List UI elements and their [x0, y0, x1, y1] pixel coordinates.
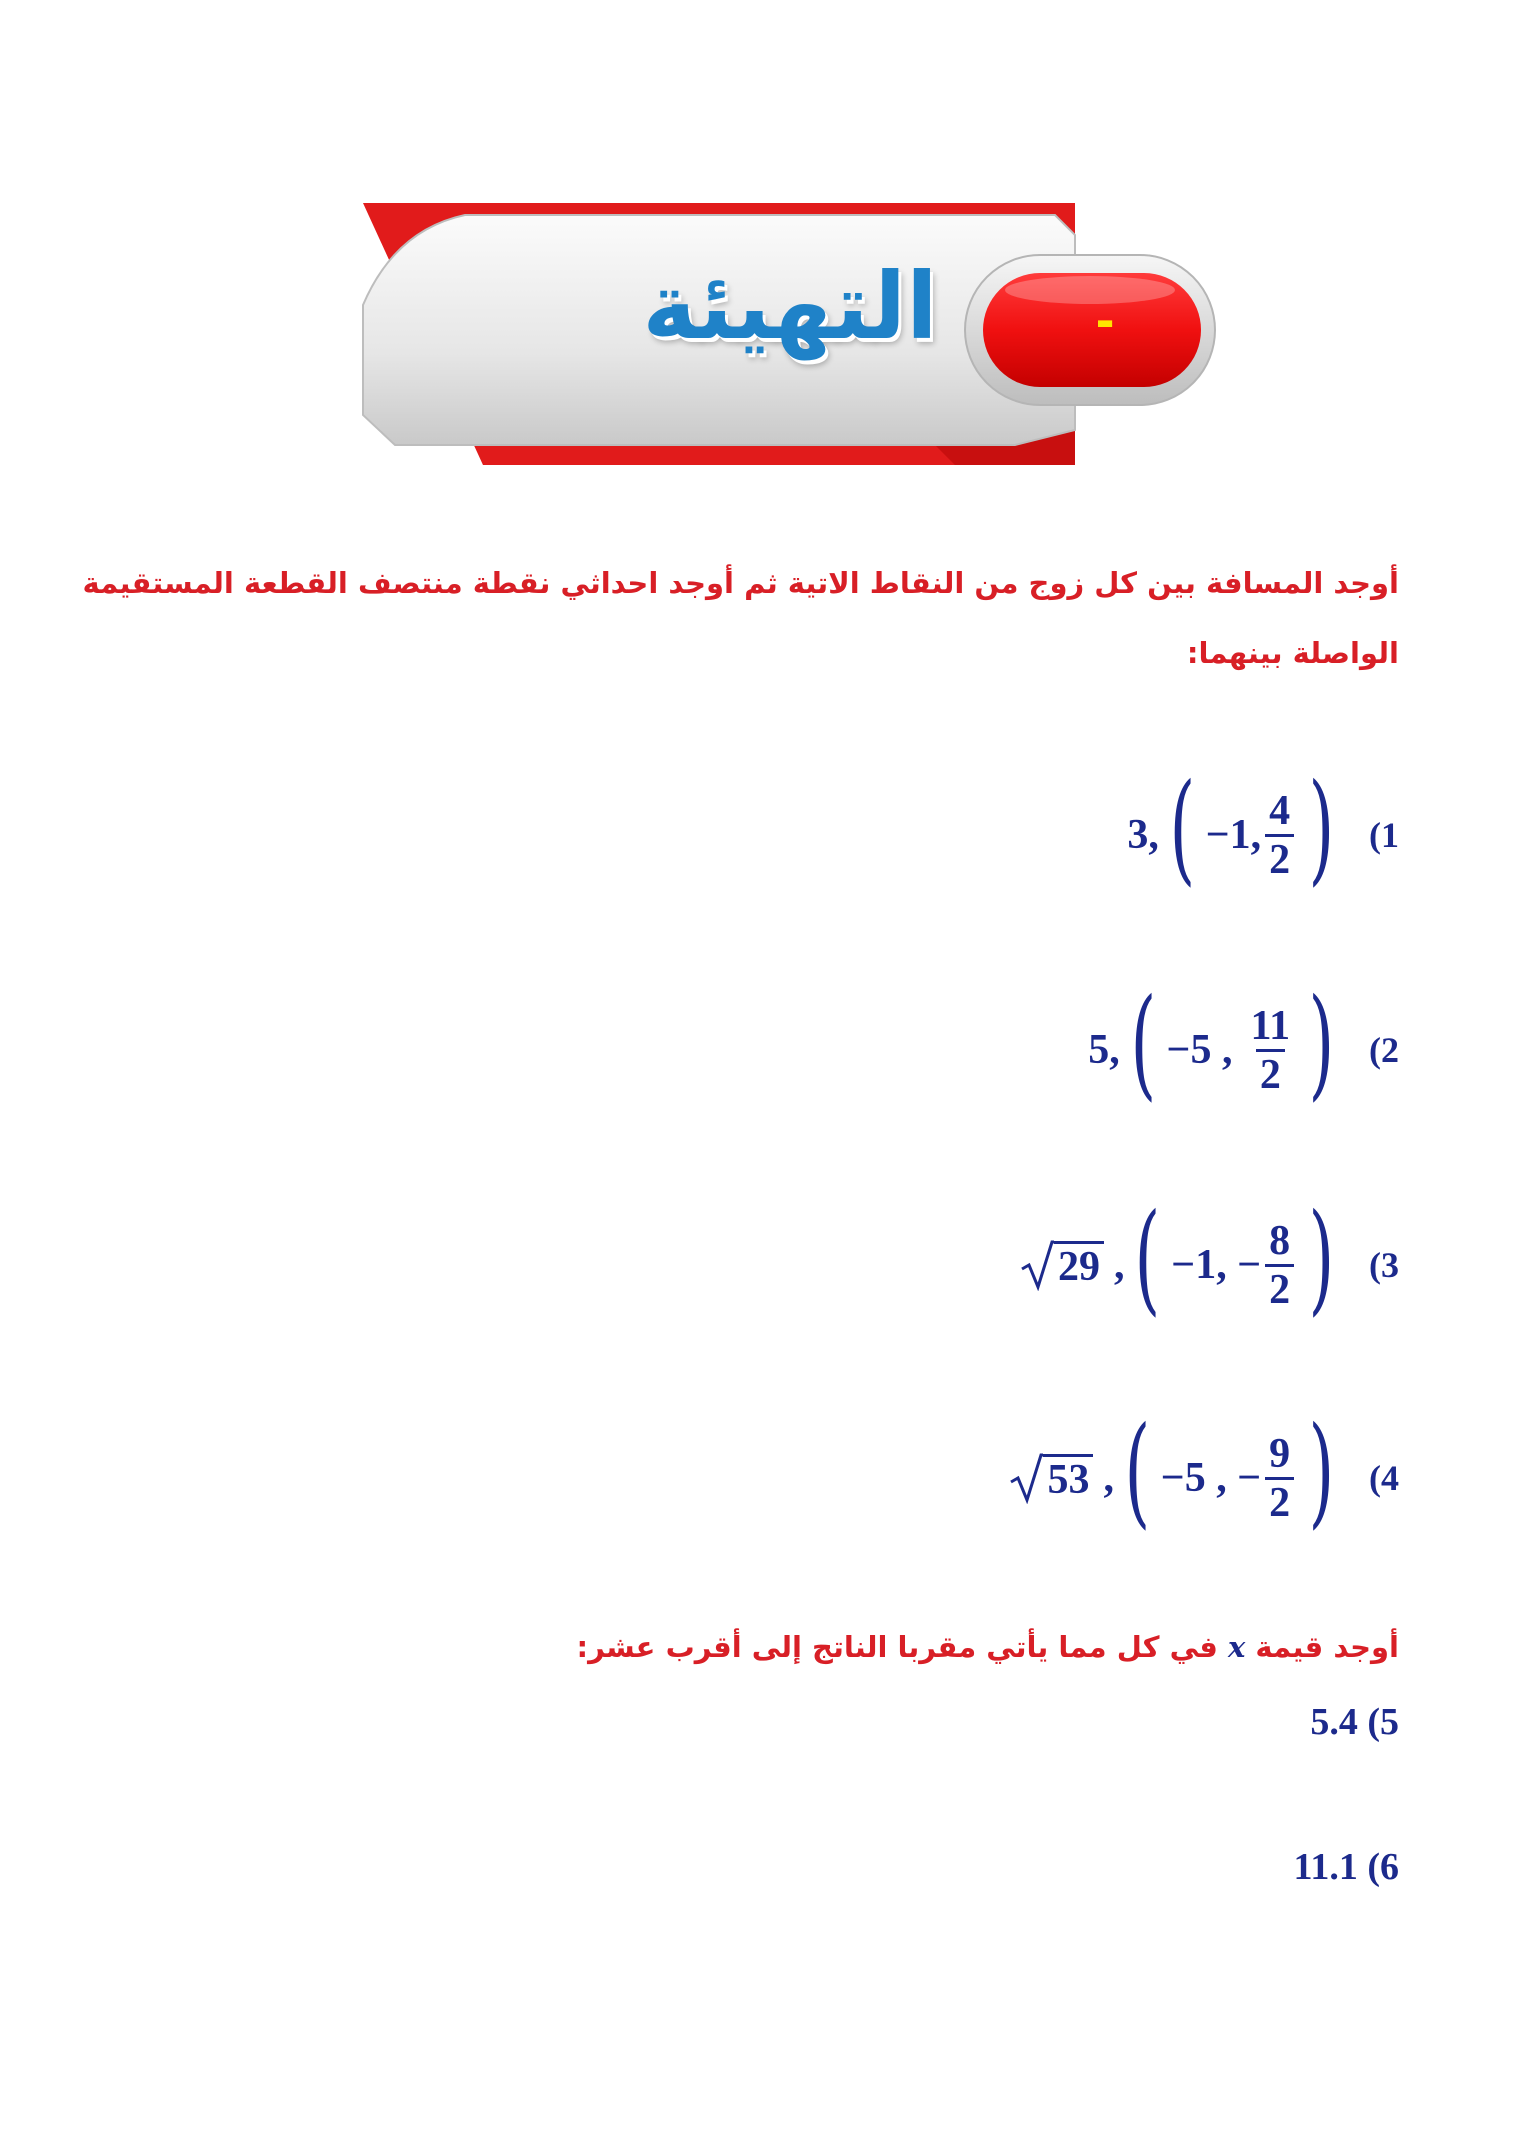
answer-6 [1293, 1845, 1399, 1889]
section-banner [355, 195, 1225, 470]
radical-sign-icon [1009, 1452, 1043, 1504]
problem-2 [1088, 974, 1399, 1113]
radical-sign-icon [1020, 1239, 1054, 1291]
open-paren: ( [1130, 974, 1157, 1113]
instruction-text-before: أوجد قيمة [1255, 1630, 1399, 1664]
open-paren: ( [1169, 759, 1196, 898]
close-paren: ) [1308, 1402, 1335, 1541]
problem-1 [1127, 759, 1399, 898]
banner-badge-label: - [1095, 294, 1115, 348]
answer-number: (6 [1367, 1846, 1399, 1888]
problem-x-coordinate: −1, − [1171, 1242, 1262, 1288]
problem-y-fraction [1246, 1003, 1294, 1098]
problem-y-fraction [1265, 788, 1294, 883]
problem-x-coordinate: −5 , [1166, 1027, 1233, 1073]
fraction-denominator: 2 [1256, 1049, 1285, 1098]
problem-number: (2 [1369, 1030, 1399, 1070]
problem-y-fraction [1265, 1218, 1294, 1313]
banner-title: التهيئة [642, 253, 938, 360]
answer-value: 5.4 [1310, 1701, 1358, 1743]
instruction-text-after: في كل مما يأتي مقربا الناتج إلى أقرب عشر: [576, 1630, 1218, 1664]
problem-y-fraction [1265, 1431, 1294, 1526]
answer-value: 11.1 [1293, 1846, 1358, 1888]
problem-3 [1020, 1189, 1399, 1328]
close-paren: ) [1308, 974, 1335, 1113]
variable-x: x [1228, 1630, 1246, 1664]
fraction-numerator: 4 [1269, 787, 1291, 834]
instruction-line-2: الواصلة بينهما: [1186, 636, 1399, 670]
separator-comma: , [1113, 1242, 1125, 1288]
radicand: 53 [1043, 1454, 1093, 1503]
radicand: 29 [1054, 1241, 1104, 1290]
answer-5 [1310, 1700, 1399, 1744]
problem-distance: 5, [1088, 1027, 1120, 1073]
problem-distance: 3, [1127, 812, 1159, 858]
separator-comma: , [1103, 1455, 1114, 1501]
close-paren: ) [1308, 1189, 1335, 1328]
open-paren: ( [1135, 1189, 1161, 1328]
fraction-denominator: 2 [1265, 1477, 1294, 1526]
fraction-numerator: 8 [1269, 1217, 1291, 1264]
square-root [1020, 1239, 1104, 1291]
fraction-numerator: 9 [1269, 1430, 1291, 1477]
fraction-denominator: 2 [1265, 834, 1294, 883]
problem-x-coordinate: −1, [1205, 812, 1262, 858]
fraction-denominator: 2 [1265, 1264, 1294, 1313]
problem-number: (3 [1369, 1245, 1399, 1285]
instruction-section-2 [577, 1630, 1399, 1664]
instruction-line-1: أوجد المسافة بين كل زوج من النقاط الاتية ثم أوجد احداثي نقطة منتصف القطعة المستقيمة [82, 566, 1399, 600]
problem-number: (1 [1369, 815, 1399, 855]
open-paren: ( [1124, 1402, 1151, 1541]
close-paren: ) [1308, 759, 1335, 898]
fraction-numerator: 11 [1250, 1002, 1291, 1049]
square-root [1009, 1452, 1093, 1504]
problem-x-coordinate: −5 , − [1160, 1455, 1262, 1501]
answer-number: (5 [1367, 1701, 1399, 1743]
problem-4 [1009, 1402, 1399, 1541]
problem-number: (4 [1369, 1458, 1399, 1498]
